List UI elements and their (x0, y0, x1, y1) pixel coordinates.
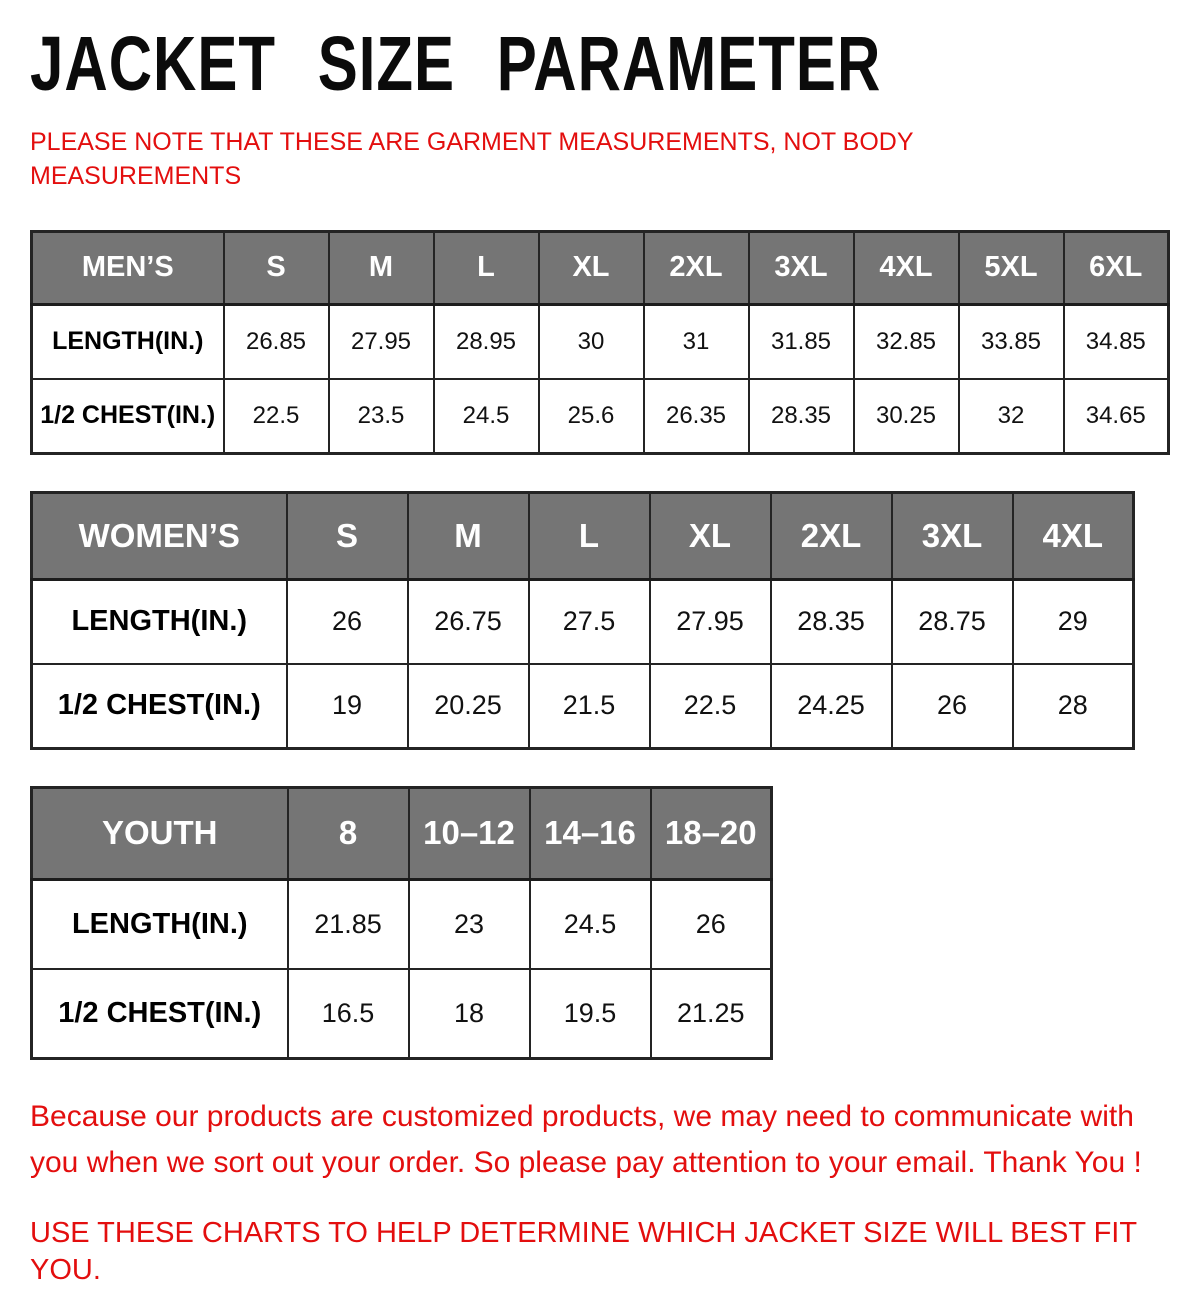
mens-header-row (32, 231, 1169, 304)
mens-value-cell: 23.5 (329, 379, 434, 454)
mens-value-cell: 25.6 (539, 379, 644, 454)
mens-value-cell: 34.65 (1064, 379, 1169, 454)
womens-measurement-row (32, 664, 1134, 749)
youth-size-table-container (30, 786, 1170, 1060)
womens-value-cell: 22.5 (650, 664, 771, 749)
youth-value-cell: 18 (409, 969, 530, 1059)
womens-value-cell: 20.25 (408, 664, 529, 749)
womens-size-header-cell: M (408, 492, 529, 579)
mens-value-cell: 26.85 (224, 304, 329, 379)
womens-size-header-cell: 3XL (892, 492, 1013, 579)
mens-value-cell: 32.85 (854, 304, 959, 379)
mens-value-cell: 27.95 (329, 304, 434, 379)
mens-value-cell: 33.85 (959, 304, 1064, 379)
mens-value-cell: 30.25 (854, 379, 959, 454)
mens-value-cell: 24.5 (434, 379, 539, 454)
garment-measurement-note: PLEASE NOTE THAT THESE ARE GARMENT MEASUREMENTS, NOT BODY MEASUREMENTS (30, 128, 914, 190)
womens-value-cell: 21.5 (529, 664, 650, 749)
youth-table-title-cell: YOUTH (32, 787, 288, 879)
mens-row-label-cell: LENGTH(IN.) (32, 304, 224, 379)
youth-size-table (30, 786, 773, 1060)
womens-row-label-cell: 1/2 CHEST(IN.) (32, 664, 287, 749)
page-title: JACKET SIZE PARAMETER (30, 20, 882, 107)
mens-size-header-cell: 3XL (749, 231, 854, 304)
mens-value-cell: 32 (959, 379, 1064, 454)
womens-value-cell: 27.95 (650, 579, 771, 664)
womens-value-cell: 29 (1013, 579, 1134, 664)
womens-size-table-container (30, 491, 1170, 750)
mens-measurement-row (32, 379, 1169, 454)
womens-value-cell: 28 (1013, 664, 1134, 749)
mens-value-cell: 30 (539, 304, 644, 379)
youth-size-header-cell: 14–16 (530, 787, 651, 879)
womens-value-cell: 28.35 (771, 579, 892, 664)
womens-size-header-cell: L (529, 492, 650, 579)
mens-size-header-cell: S (224, 231, 329, 304)
mens-row-label-cell: 1/2 CHEST(IN.) (32, 379, 224, 454)
womens-size-header-cell: 2XL (771, 492, 892, 579)
youth-row-label-cell: 1/2 CHEST(IN.) (32, 969, 288, 1059)
youth-value-cell: 23 (409, 879, 530, 969)
mens-value-cell: 22.5 (224, 379, 329, 454)
customization-notice: Because our products are customized products, we may need to communicate with you when we sort out your order. So please pay attention to your email. Thank You ! (30, 1099, 1142, 1179)
womens-size-header-cell: S (287, 492, 408, 579)
womens-size-table (30, 491, 1135, 750)
mens-value-cell: 31.85 (749, 304, 854, 379)
womens-measurement-row (32, 579, 1134, 664)
mens-size-header-cell: 5XL (959, 231, 1064, 304)
mens-value-cell: 26.35 (644, 379, 749, 454)
youth-size-header-cell: 18–20 (651, 787, 772, 879)
womens-value-cell: 26 (892, 664, 1013, 749)
youth-value-cell: 26 (651, 879, 772, 969)
mens-table-title-cell: MEN’S (32, 231, 224, 304)
mens-value-cell: 28.35 (749, 379, 854, 454)
womens-value-cell: 26 (287, 579, 408, 664)
womens-size-header-cell: XL (650, 492, 771, 579)
mens-size-table (30, 230, 1170, 455)
footer-notes (30, 1094, 1170, 1290)
mens-measurement-row (32, 304, 1169, 379)
mens-size-header-cell: L (434, 231, 539, 304)
mens-size-header-cell: 4XL (854, 231, 959, 304)
mens-value-cell: 34.85 (1064, 304, 1169, 379)
womens-value-cell: 27.5 (529, 579, 650, 664)
womens-value-cell: 26.75 (408, 579, 529, 664)
youth-header-row (32, 787, 772, 879)
womens-value-cell: 24.25 (771, 664, 892, 749)
youth-measurement-row (32, 969, 772, 1059)
mens-size-header-cell: XL (539, 231, 644, 304)
mens-value-cell: 31 (644, 304, 749, 379)
mens-size-table-container (30, 230, 1170, 455)
womens-row-label-cell: LENGTH(IN.) (32, 579, 287, 664)
youth-measurement-row (32, 879, 772, 969)
youth-value-cell: 16.5 (288, 969, 409, 1059)
mens-value-cell: 28.95 (434, 304, 539, 379)
youth-value-cell: 24.5 (530, 879, 651, 969)
youth-size-header-cell: 8 (288, 787, 409, 879)
womens-value-cell: 28.75 (892, 579, 1013, 664)
youth-row-label-cell: LENGTH(IN.) (32, 879, 288, 969)
womens-table-title-cell: WOMEN’S (32, 492, 287, 579)
youth-value-cell: 21.25 (651, 969, 772, 1059)
youth-value-cell: 19.5 (530, 969, 651, 1059)
womens-value-cell: 19 (287, 664, 408, 749)
mens-size-header-cell: M (329, 231, 434, 304)
womens-header-row (32, 492, 1134, 579)
mens-size-header-cell: 6XL (1064, 231, 1169, 304)
youth-size-header-cell: 10–12 (409, 787, 530, 879)
youth-value-cell: 21.85 (288, 879, 409, 969)
womens-size-header-cell: 4XL (1013, 492, 1134, 579)
mens-size-header-cell: 2XL (644, 231, 749, 304)
chart-usage-instruction: USE THESE CHARTS TO HELP DETERMINE WHICH JACKET SIZE WILL BEST FIT YOU. (30, 1216, 1137, 1287)
